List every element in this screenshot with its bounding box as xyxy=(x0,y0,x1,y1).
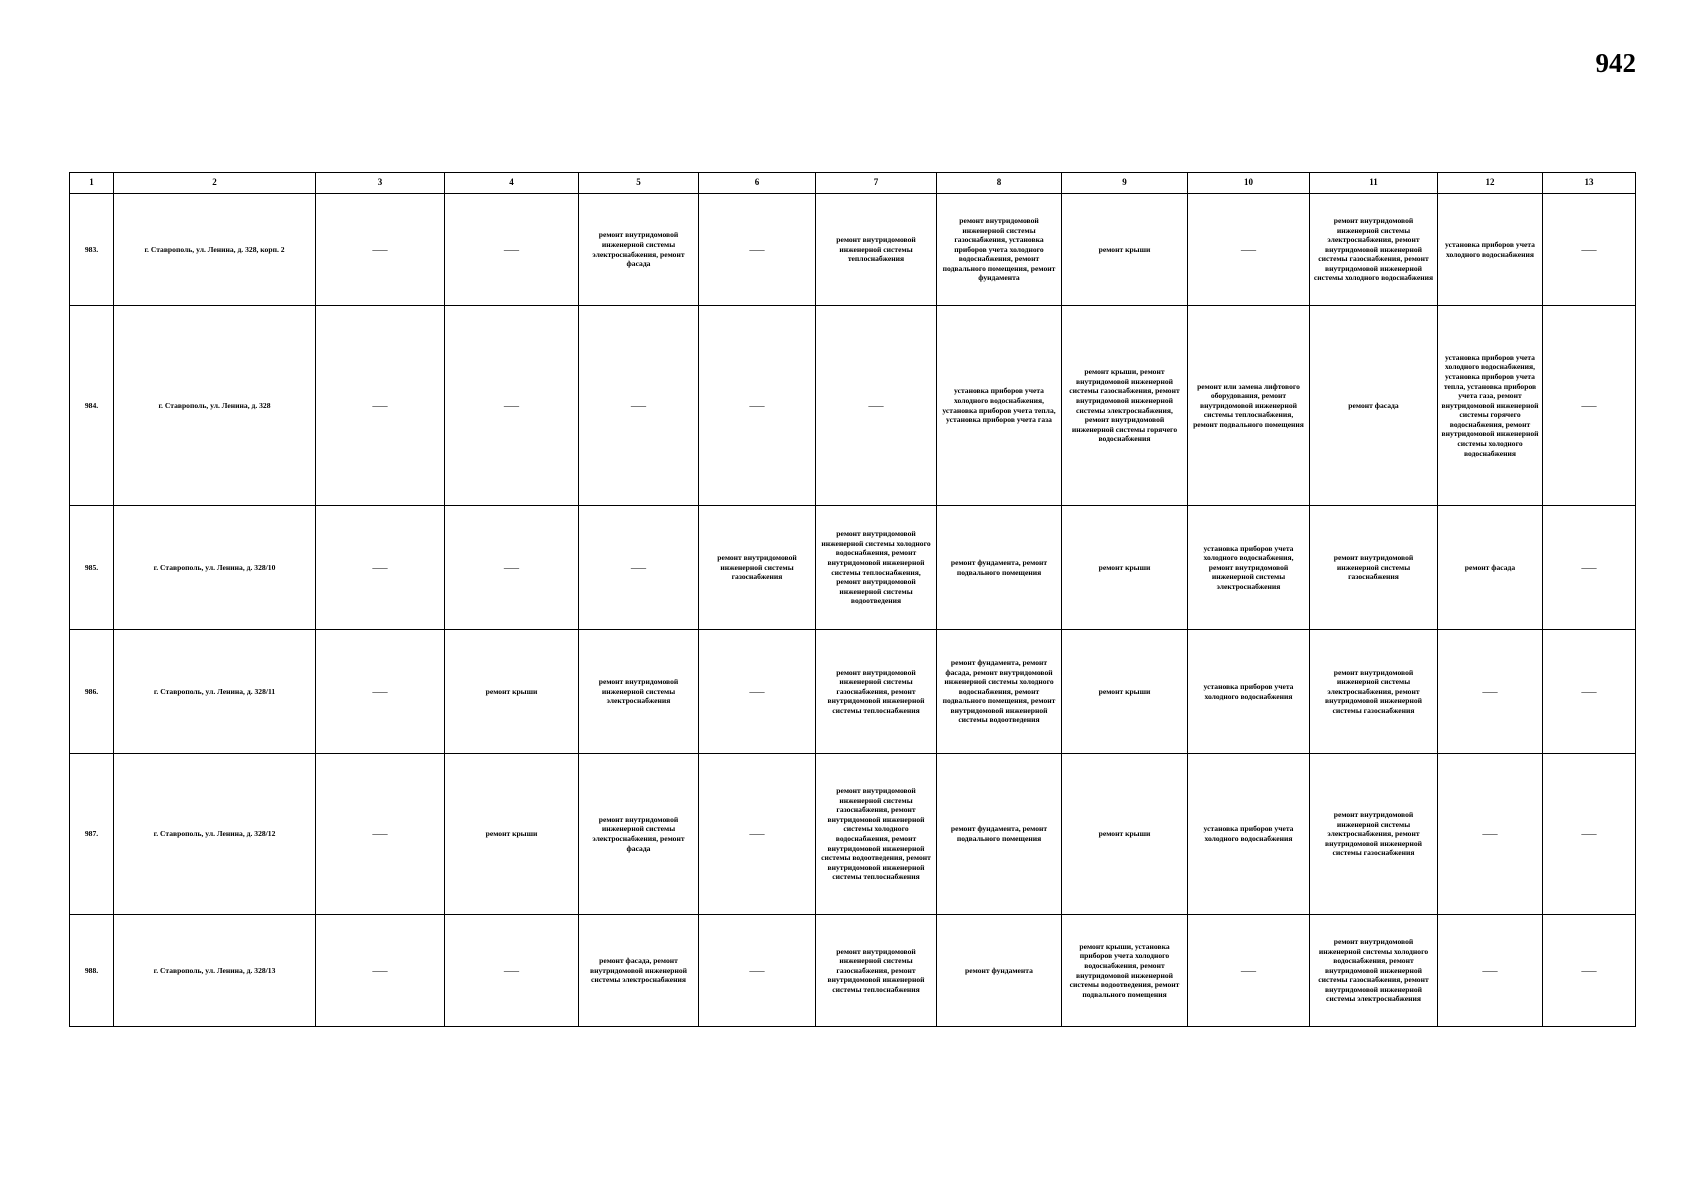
table-cell: —— xyxy=(1543,306,1636,506)
address-cell: г. Ставрополь, ул. Ленина, д. 328/11 xyxy=(114,630,316,754)
table-cell: ремонт внутридомовой инженерной системы электроснабжения, ремонт фасада xyxy=(579,754,699,915)
table-cell: —— xyxy=(445,194,579,306)
table-cell: ремонт фасада xyxy=(1310,306,1438,506)
table-cell: ремонт внутридомовой инженерной системы газоснабжения xyxy=(699,506,816,630)
address-cell: г. Ставрополь, ул. Ленина, д. 328/10 xyxy=(114,506,316,630)
table-cell: ремонт внутридомовой инженерной системы теплоснабжения xyxy=(816,194,937,306)
table-cell: установка приборов учета холодного водоснабжения, ремонт внутридомовой инженерной системы электроснабжения xyxy=(1188,506,1310,630)
table-cell: ремонт крыши xyxy=(445,754,579,915)
table-cell: ремонт крыши xyxy=(1062,754,1188,915)
table-cell: —— xyxy=(316,915,445,1027)
table-cell: установка приборов учета холодного водоснабжения xyxy=(1438,194,1543,306)
table-cell: ремонт внутридомовой инженерной системы холодного водоснабжения, ремонт внутридомовой инженерной системы газоснабжения, ремонт внутридомовой инженерной системы электроснабжения xyxy=(1310,915,1438,1027)
table-cell: —— xyxy=(699,915,816,1027)
row-number: 985. xyxy=(70,506,114,630)
column-number: 13 xyxy=(1543,173,1636,194)
column-number: 10 xyxy=(1188,173,1310,194)
table-cell: —— xyxy=(816,306,937,506)
table-cell: ремонт внутридомовой инженерной системы газоснабжения, ремонт внутридомовой инженерной системы холодного водоснабжения, ремонт внутридомовой инженерной системы водоотведения, ремонт внутридомовой инженерной системы теплоснабжения xyxy=(816,754,937,915)
table-cell: ремонт фундамента, ремонт подвального помещения xyxy=(937,506,1062,630)
table-cell: —— xyxy=(1543,630,1636,754)
column-number: 11 xyxy=(1310,173,1438,194)
table-cell: —— xyxy=(699,754,816,915)
column-number: 7 xyxy=(816,173,937,194)
table-row xyxy=(70,754,1636,915)
table-cell: —— xyxy=(579,306,699,506)
table-cell: ремонт или замена лифтового оборудования, ремонт внутридомовой инженерной системы теплоснабжения, ремонт подвального помещения xyxy=(1188,306,1310,506)
table-cell: —— xyxy=(579,506,699,630)
table-cell: —— xyxy=(1543,506,1636,630)
table-cell: ремонт внутридомовой инженерной системы электроснабжения, ремонт фасада xyxy=(579,194,699,306)
page-number: 942 xyxy=(1595,48,1636,78)
table-cell: ремонт крыши xyxy=(1062,194,1188,306)
table-cell: ремонт крыши, ремонт внутридомовой инженерной системы газоснабжения, ремонт внутридомовой инженерной системы электроснабжения, ремонт внутридомовой инженерной системы горячего водоснабжения xyxy=(1062,306,1188,506)
table-cell: —— xyxy=(316,506,445,630)
column-number: 5 xyxy=(579,173,699,194)
table-cell: —— xyxy=(699,194,816,306)
table-cell: —— xyxy=(1188,915,1310,1027)
table-cell: —— xyxy=(445,306,579,506)
table-cell: —— xyxy=(316,630,445,754)
table-cell: —— xyxy=(445,915,579,1027)
table-cell: —— xyxy=(1543,754,1636,915)
row-number: 983. xyxy=(70,194,114,306)
table-cell: ремонт фундамента xyxy=(937,915,1062,1027)
row-number: 987. xyxy=(70,754,114,915)
table-cell: —— xyxy=(1543,915,1636,1027)
table-cell: —— xyxy=(316,754,445,915)
table-cell: ремонт внутридомовой инженерной системы электроснабжения xyxy=(579,630,699,754)
repair-schedule-table xyxy=(69,172,1636,1027)
address-cell: г. Ставрополь, ул. Ленина, д. 328 xyxy=(114,306,316,506)
table-cell: ремонт внутридомовой инженерной системы холодного водоснабжения, ремонт внутридомовой инженерной системы теплоснабжения, ремонт внутридомовой инженерной системы водоотведения xyxy=(816,506,937,630)
table-cell: —— xyxy=(445,506,579,630)
table-cell: ремонт фасада, ремонт внутридомовой инженерной системы электроснабжения xyxy=(579,915,699,1027)
address-cell: г. Ставрополь, ул. Ленина, д. 328/13 xyxy=(114,915,316,1027)
table-cell: ремонт фундамента, ремонт подвального помещения xyxy=(937,754,1062,915)
table-cell: —— xyxy=(1438,915,1543,1027)
column-number: 9 xyxy=(1062,173,1188,194)
table-cell: ремонт внутридомовой инженерной системы газоснабжения, ремонт внутридомовой инженерной системы теплоснабжения xyxy=(816,630,937,754)
row-number: 984. xyxy=(70,306,114,506)
table-cell: установка приборов учета холодного водоснабжения, установка приборов учета тепла, установка приборов учета газа xyxy=(937,306,1062,506)
table-cell: —— xyxy=(1543,194,1636,306)
table-cell: ремонт фундамента, ремонт фасада, ремонт внутридомовой инженерной системы холодного водоснабжения, ремонт подвального помещения, ремонт внутридомовой инженерной системы водоотведения xyxy=(937,630,1062,754)
column-number-row xyxy=(70,173,1636,194)
table-row xyxy=(70,306,1636,506)
table-cell: ремонт внутридомовой инженерной системы газоснабжения, установка приборов учета холодного водоснабжения, ремонт подвального помещения, ремонт фундамента xyxy=(937,194,1062,306)
table-row xyxy=(70,194,1636,306)
table-cell: —— xyxy=(1438,630,1543,754)
table-cell: установка приборов учета холодного водоснабжения xyxy=(1188,754,1310,915)
table-cell: —— xyxy=(699,630,816,754)
column-number: 4 xyxy=(445,173,579,194)
table-cell: —— xyxy=(1438,754,1543,915)
table-cell: ремонт внутридомовой инженерной системы газоснабжения xyxy=(1310,506,1438,630)
column-number: 8 xyxy=(937,173,1062,194)
address-cell: г. Ставрополь, ул. Ленина, д. 328/12 xyxy=(114,754,316,915)
column-number: 1 xyxy=(70,173,114,194)
table-cell: —— xyxy=(1188,194,1310,306)
table-row xyxy=(70,506,1636,630)
column-number: 2 xyxy=(114,173,316,194)
table-cell: ремонт внутридомовой инженерной системы электроснабжения, ремонт внутридомовой инженерной системы газоснабжения xyxy=(1310,630,1438,754)
table-cell: ремонт внутридомовой инженерной системы газоснабжения, ремонт внутридомовой инженерной системы теплоснабжения xyxy=(816,915,937,1027)
address-cell: г. Ставрополь, ул. Ленина, д. 328, корп. 2 xyxy=(114,194,316,306)
column-number: 6 xyxy=(699,173,816,194)
table-cell: ремонт крыши xyxy=(1062,506,1188,630)
table-cell: —— xyxy=(316,194,445,306)
table-cell: —— xyxy=(699,306,816,506)
table-cell: ремонт крыши xyxy=(1062,630,1188,754)
row-number: 988. xyxy=(70,915,114,1027)
table-cell: ремонт крыши xyxy=(445,630,579,754)
table-cell: ремонт внутридомовой инженерной системы электроснабжения, ремонт внутридомовой инженерной системы газоснабжения xyxy=(1310,754,1438,915)
column-number: 12 xyxy=(1438,173,1543,194)
table-cell: ремонт фасада xyxy=(1438,506,1543,630)
table-cell: ремонт крыши, установка приборов учета холодного водоснабжения, ремонт внутридомовой инженерной системы водоотведения, ремонт подвального помещения xyxy=(1062,915,1188,1027)
table-cell: установка приборов учета холодного водоснабжения, установка приборов учета тепла, установка приборов учета газа, ремонт внутридомовой инженерной системы горячего водоснабжения, ремонт внутридомовой инженерной системы холодного водоснабжения xyxy=(1438,306,1543,506)
table-row xyxy=(70,630,1636,754)
table-cell: —— xyxy=(316,306,445,506)
column-number: 3 xyxy=(316,173,445,194)
table-cell: установка приборов учета холодного водоснабжения xyxy=(1188,630,1310,754)
table-cell: ремонт внутридомовой инженерной системы электроснабжения, ремонт внутридомовой инженерной системы газоснабжения, ремонт внутридомовой инженерной системы холодного водоснабжения xyxy=(1310,194,1438,306)
table-row xyxy=(70,915,1636,1027)
row-number: 986. xyxy=(70,630,114,754)
